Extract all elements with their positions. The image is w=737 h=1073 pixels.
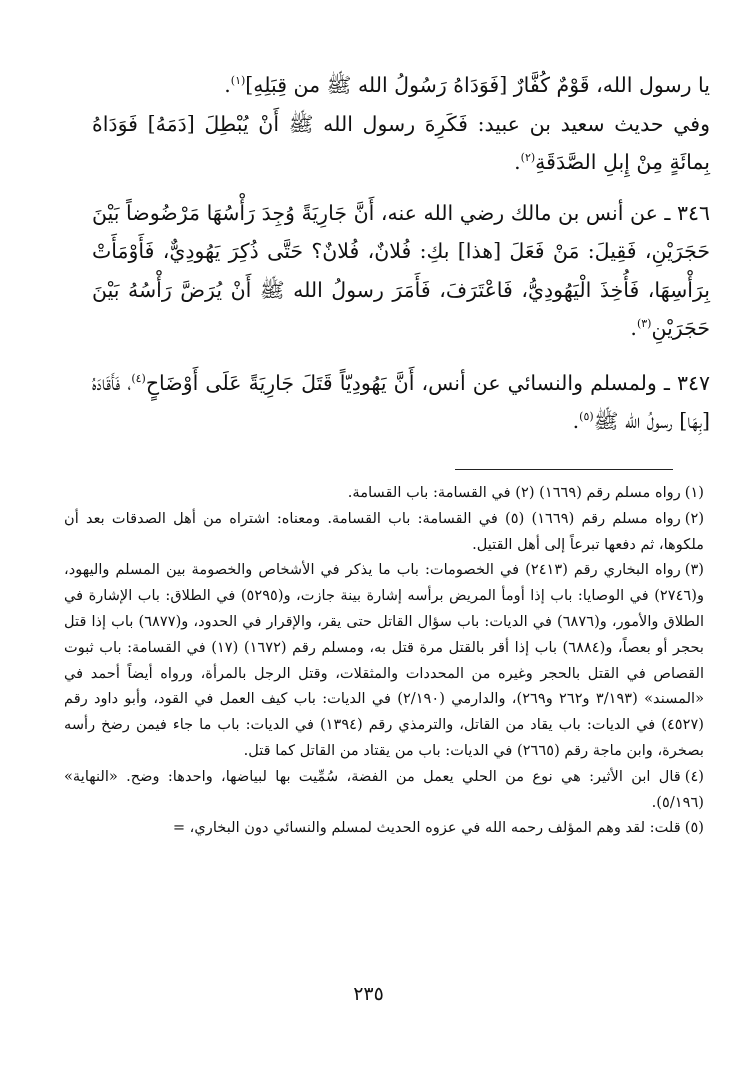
- footnote-ref-3: (٣): [636, 317, 652, 331]
- footnotes: [64, 480, 704, 841]
- paragraph-2: وفي حديث سعيد بن عبيد: فَكَرِهَ رسول الله ﷺ أَنْ يُبْطِلَ [دَمَهُ] فَوَدَاهُ بِمائَةٍ مِنْ إِبلِ الصَّدَقَةِ$^{(٢)}$.: [92, 111, 710, 174]
- footnote-2: (٢)رواه مسلم رقم (١٦٦٩) (٥) في القسامة: باب القسامة. ومعناه: اشتراه من أهل الصدقات بعد أن ملكوها، ثم دفعها تبرعاً إلى أهل القتيل.: [64, 509, 705, 553]
- footnote-1: (١)رواه مسلم رقم (١٦٦٩) (٢) في القسامة: باب القسامة.: [347, 484, 704, 501]
- page-number: ٢٣٥: [353, 983, 384, 1005]
- footnote-ref-1: (١): [230, 74, 246, 88]
- footnote-4: (٤)قال ابن الأثير: هي نوع من الحلي يعمل من الفضة، سُمِّيت بها لبياضها، واحدها: وضح. «النهاية» (٥/١٩٦).: [64, 767, 704, 811]
- footnote-3: (٣)رواه البخاري رقم (٢٤١٣) في الخصومات: باب ما يذكر في الأشخاص والخصومة بين المسلم واليهود، و(٢٧٤٦) في الوصايا: باب إذا أومأ المريض برأسه إشارة بينة جازت، و(٥٢٩٥) في الطلاق: باب الإشارة في الطلاق والأمور، و(٦٨٧٦) في الديات: باب سؤال القاتل حتى يقر، والإقرار في الحدود، و(٦٨٧٧) باب إذا قتل بحجر أو بعصاً، و(٦٨٨٤) باب إذا أقر بالقتل مرة قتل به، ومسلم رقم (١٦٧٢) (١٧) في القسامة: باب ثبوت القصاص في القتل بالحجر وغيره من المحددات والمثقلات، وقتل الرجل بالمرأة، ورواه أيضاً أحمد في «المسند» (٣/١٩٣ و٢٦٢ و٢٦٩)، والدارمي (٢/١٩٠) في الديات: باب كيف العمل في القود، وأبو داود رقم (٤٥٢٧) في الديات: باب يقاد من القاتل، والترمذي رقم (١٣٩٤) في الديات: باب ما جاء فيمن رضخ رأسه بصخرة، وابن ماجة رقم (٢٦٦٥) في الديات: باب من يقتاد من القاتل كما قتل.: [64, 561, 705, 759]
- main-text: [92, 66, 710, 457]
- footnote-ref-5: (٥): [579, 410, 594, 424]
- paragraph-1: يا رسول الله، قَوْمٌ كُفَّارٌ [فَوَدَاهُ رَسُولُ الله ﷺ من قِبَلِهِ]$^{(١)}$.: [224, 73, 710, 97]
- hadith-346: ٣٤٦ ـ عن أنس بن مالك رضي الله عنه، أَنَّ جَارِيَةً وُجِدَ رَأْسُهَا مَرْضُوضاً بَيْنَ حَجَرَيْنِ، فَقِيلَ: مَنْ فَعَلَ [هذا] بكِ: فُلانٌ، فُلانٌ؟ حَتَّى ذُكِرَ يَهُودِيٌّ، فَأَوْمَأَتْ بِرَأْسِهَا، فَأُخِذَ الْيَهُودِيُّ، فَاعْتَرَفَ، فَأَمَرَ رسولُ الله ﷺ أَنْ يُرَضَّ رَأْسُهُ بَيْنَ حَجَرَيْنِ$^{(٣)}$.: [92, 200, 710, 340]
- footnote-separator: [455, 469, 673, 470]
- footnote-5: (٥)قلت: لقد وهم المؤلف رحمه الله في عزوه الحديث لمسلم والنسائي دون البخاري، =: [172, 819, 704, 837]
- footnote-ref-2: (٢): [520, 151, 536, 165]
- footnote-ref-4: (٤): [131, 371, 146, 385]
- hadith-347: ٣٤٧ ـ ولمسلم والنسائي عن أنس، أَنَّ يَهُودِيّاً قَتَلَ جَارِيَةً عَلَى أَوْضَاحٍ$^{(٤)}$، فَأَقَادَهُ [بِهَا] رسولُ الله ﷺ$^{(٥)}$.: [92, 370, 710, 433]
